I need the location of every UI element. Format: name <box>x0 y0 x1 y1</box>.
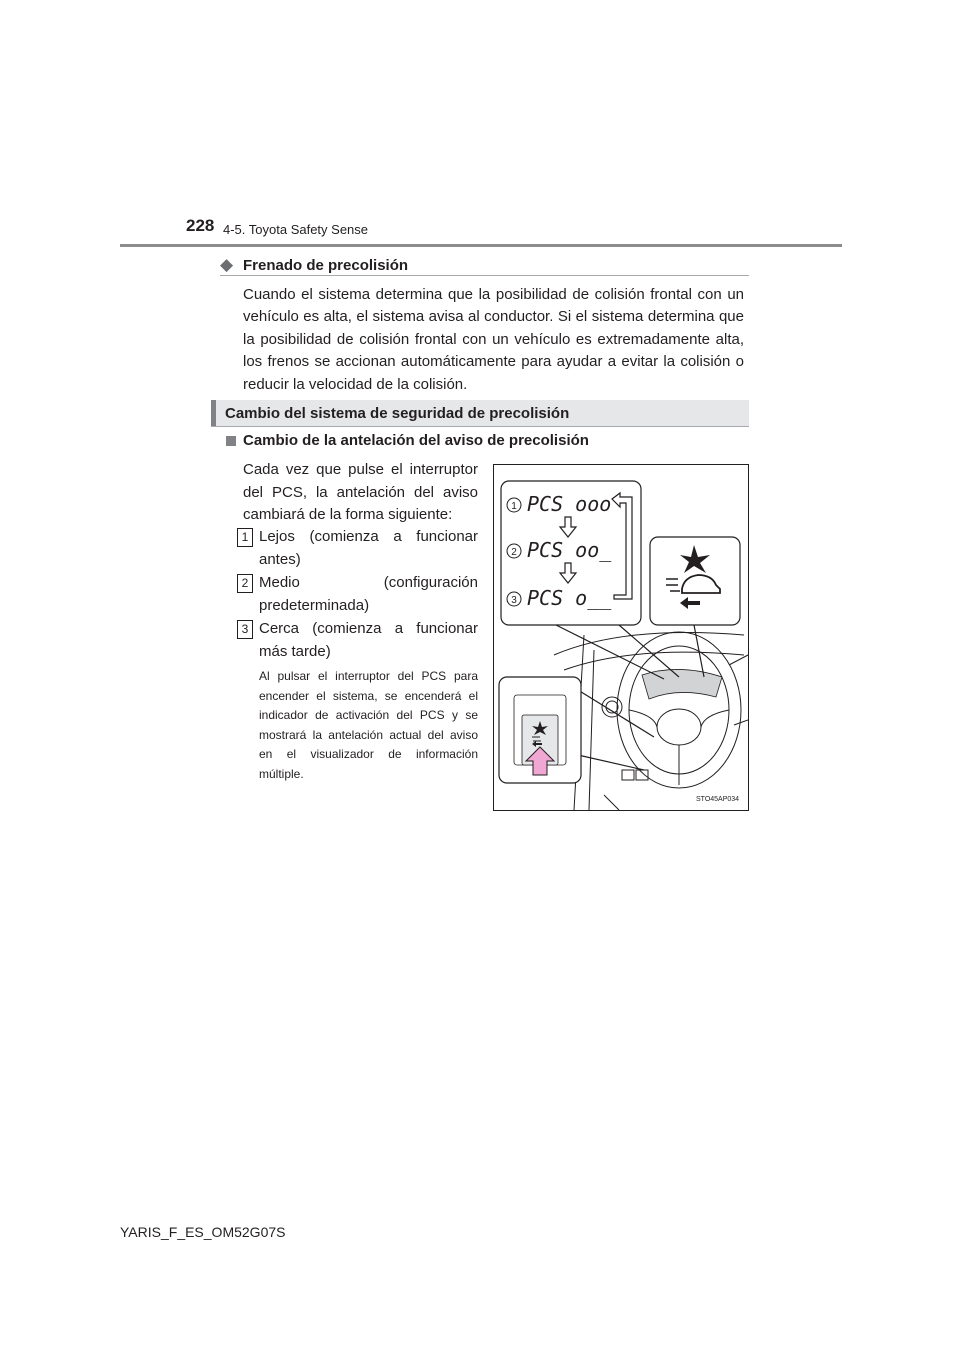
band-title: Cambio del sistema de seguridad de precolisión <box>225 405 570 422</box>
page-number: 228 <box>186 216 215 235</box>
item-number: 1 <box>237 528 253 547</box>
section-reference: 4-5. Toyota Safety Sense <box>223 222 369 237</box>
item-text: Cerca (comienza a funcionar más tarde) <box>259 620 478 660</box>
footer-doc-code: YARIS_F_ES_OM52G07S <box>120 1224 286 1240</box>
pcs-illustration <box>493 464 749 811</box>
band-accent-bar <box>211 400 216 426</box>
list-item <box>237 526 478 571</box>
display-num-3: 3 <box>511 595 517 606</box>
subheading: Cambio de la antelación del aviso de precolisión <box>243 432 589 449</box>
list-item <box>237 618 478 663</box>
square-bullet-icon <box>226 436 236 446</box>
diamond-bullet-icon: ◆ <box>220 255 234 274</box>
note-text: Al pulsar el interruptor del PCS para encender el sistema, se encenderá el indicador de activación del PCS y se mostrará la antelación actual del aviso en el visualizador de información múltiple. <box>259 669 478 781</box>
intro-text: Cada vez que pulse el interruptor del PCS, la antelación del aviso cambiará de la forma siguiente: <box>243 461 478 523</box>
item-number: 3 <box>237 620 253 639</box>
display-num-1: 1 <box>511 501 517 512</box>
body-paragraph: Cuando el sistema determina que la posibilidad de colisión frontal con un vehículo es alta, el sistema avisa al conductor. Si el sistema determina que la posibilidad de colisión frontal con un vehículo es extremadamente alta, los frenos se accionan automáticamente para ayudar a evitar la colisión o reducir la velocidad de la colisión. <box>243 286 744 393</box>
callout-line-display <box>556 625 664 679</box>
header-rule <box>120 244 842 247</box>
item-text: Lejos (comienza a funcionar antes) <box>259 528 478 568</box>
item-number: 2 <box>237 574 253 593</box>
subsection-band <box>211 400 749 427</box>
display-num-2: 2 <box>511 547 517 558</box>
display-text-2: PCS oo_ <box>527 538 612 562</box>
section-heading: Frenado de precolisión <box>243 257 409 274</box>
steering-hub <box>657 709 701 745</box>
pcs-illustration-drawing <box>494 465 748 810</box>
figure-code: STO45AP034 <box>696 796 740 803</box>
display-text-3: PCS o__ <box>527 586 612 610</box>
list-item <box>237 572 478 617</box>
item-text: Medio (configuración predeterminada) <box>259 574 478 614</box>
display-text-1: PCS ooo <box>527 492 612 516</box>
heading-underline <box>220 275 749 276</box>
